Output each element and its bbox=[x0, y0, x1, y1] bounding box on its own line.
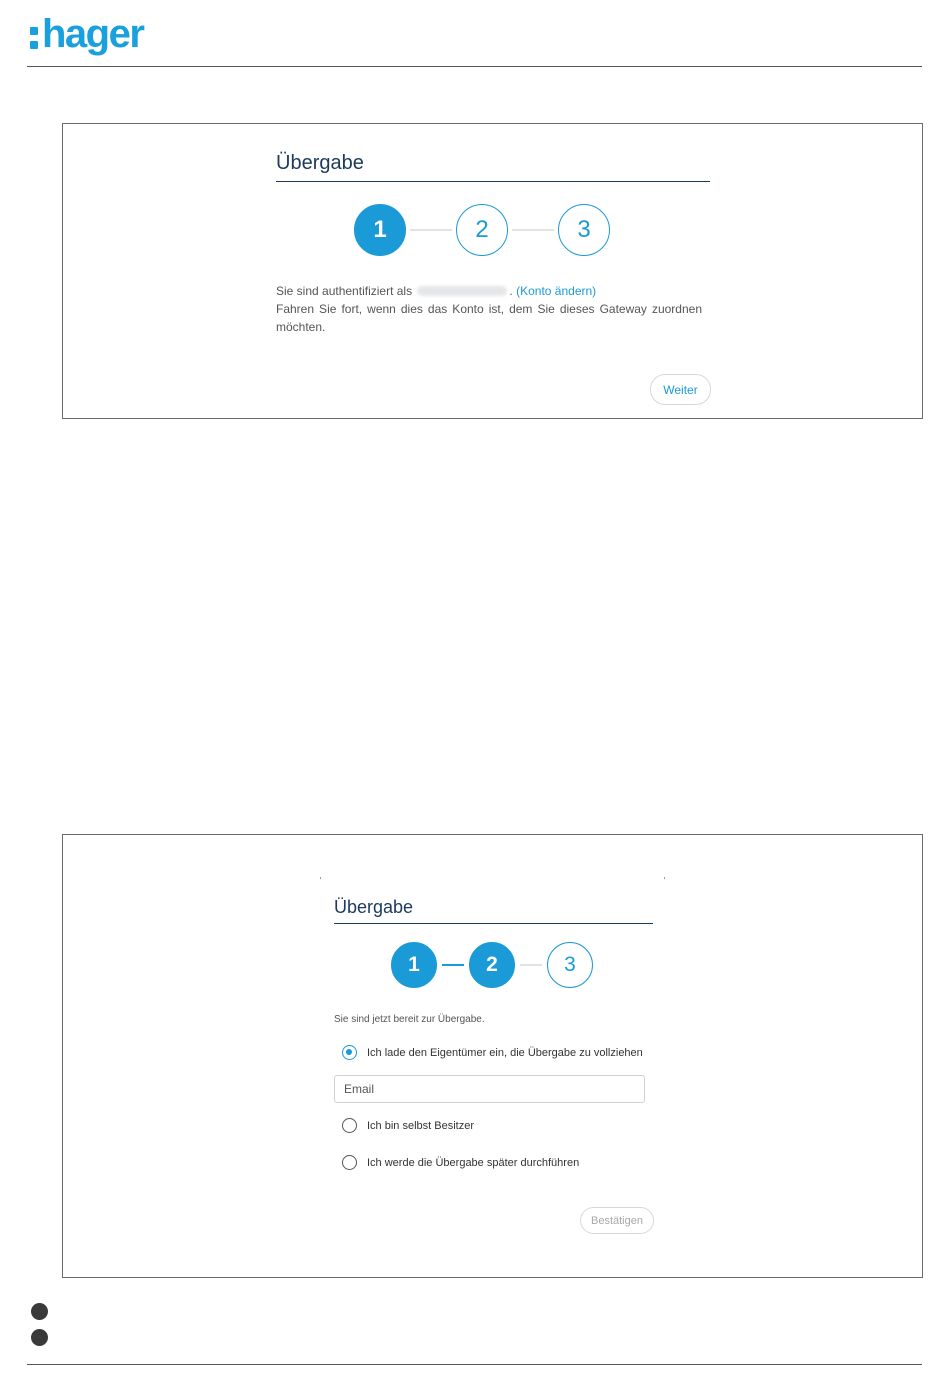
handover-panel-1 bbox=[276, 151, 710, 182]
page-title: Übergabe bbox=[334, 897, 414, 917]
logo-colon-mark bbox=[30, 21, 39, 49]
title-underline bbox=[334, 923, 653, 924]
auth-message bbox=[276, 282, 702, 300]
step-connector-1 bbox=[410, 229, 452, 231]
stepper bbox=[354, 204, 610, 256]
radio-self-owner[interactable] bbox=[342, 1118, 357, 1133]
bullet-marker-2 bbox=[31, 1329, 48, 1346]
option-self-owner-label: Ich bin selbst Besitzer bbox=[367, 1119, 474, 1132]
radio-invite-owner[interactable] bbox=[342, 1045, 357, 1060]
option-later[interactable] bbox=[342, 1155, 579, 1170]
corner-mark-left bbox=[320, 877, 321, 879]
step-connector-2 bbox=[520, 964, 542, 966]
step-3-indicator: 3 bbox=[558, 204, 610, 256]
step-1-indicator: 1 bbox=[391, 942, 437, 988]
confirm-button[interactable]: Bestätigen bbox=[580, 1207, 654, 1234]
instruction-text: Fahren Sie fort, wenn dies das Konto ist, dem Sie dieses Gateway zuordnen möchten. bbox=[276, 302, 702, 334]
title-underline bbox=[276, 181, 710, 182]
handover-panel-2 bbox=[334, 895, 653, 924]
step-3-indicator: 3 bbox=[547, 942, 593, 988]
screenshot-step-2 bbox=[62, 834, 923, 1278]
stepper bbox=[391, 942, 593, 988]
step-2-indicator: 2 bbox=[456, 204, 508, 256]
hager-logo bbox=[30, 12, 143, 56]
change-account-link[interactable]: (Konto ändern) bbox=[516, 284, 597, 298]
step-1-indicator: 1 bbox=[354, 204, 406, 256]
radio-later[interactable] bbox=[342, 1155, 357, 1170]
step-connector-1 bbox=[442, 964, 464, 966]
redacted-account-name bbox=[417, 286, 507, 296]
step-2-indicator: 2 bbox=[469, 942, 515, 988]
logo-text: hager bbox=[42, 12, 144, 56]
option-invite-owner-label: Ich lade den Eigentümer ein, die Übergabe zu vollziehen bbox=[367, 1046, 643, 1059]
option-invite-owner[interactable] bbox=[342, 1045, 643, 1060]
screenshot-step-1 bbox=[62, 123, 923, 419]
bullet-marker-1 bbox=[31, 1303, 48, 1320]
corner-mark-right bbox=[664, 877, 665, 879]
auth-suffix: . bbox=[509, 284, 513, 298]
email-placeholder: Email bbox=[344, 1082, 375, 1096]
auth-prefix: Sie sind authentifiziert als bbox=[276, 284, 413, 298]
page-title: Übergabe bbox=[276, 152, 364, 174]
option-self-owner[interactable] bbox=[342, 1118, 474, 1133]
ready-text: Sie sind jetzt bereit zur Übergabe. bbox=[334, 1014, 485, 1025]
footer-divider bbox=[27, 1364, 922, 1365]
step-connector-2 bbox=[512, 229, 554, 231]
email-field[interactable] bbox=[334, 1075, 645, 1103]
next-button[interactable]: Weiter bbox=[650, 374, 711, 405]
header-divider bbox=[27, 66, 922, 67]
option-later-label: Ich werde die Übergabe später durchführen bbox=[367, 1156, 580, 1169]
